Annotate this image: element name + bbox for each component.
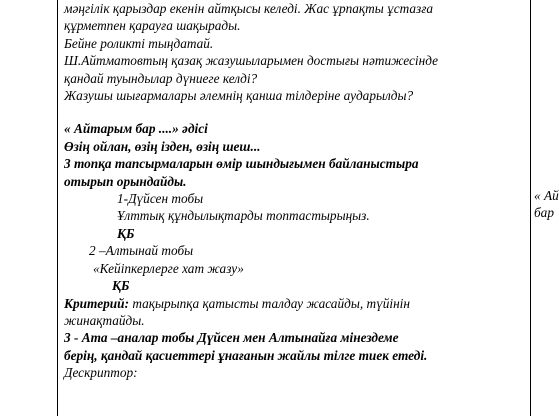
text-line: бар [534,205,554,221]
group3-line: 3 - Ата –аналар тобы Дүйсен мен Алтынайға мінездеме [64,330,399,346]
criterion-line [64,295,526,312]
lesson-content-cell [64,0,526,382]
table-border-right [530,0,531,416]
group1-title: 1-Дүйсен тобы [117,191,204,207]
next-column-cell [534,187,559,222]
text-line: жинақтайды. [64,312,145,328]
group2-title: 2 –Алтынай тобы [89,243,194,259]
text-line: Жазушы шығармалары әлемнің қанша тілдеріне аударылды? [64,88,414,104]
kb-label: ҚБ [112,278,130,294]
spacer [64,104,526,120]
kb-label: ҚБ [117,225,135,241]
criterion-label: Критерий: [64,295,129,311]
method-subtitle: Өзің ойлан, өзің ізден, өзің шеш... [64,138,261,154]
text-line: « Ай [534,188,559,203]
text-line: қандай туындылар дүниеге келді? [64,70,258,86]
text-line: Ш.Айтматовтың қазақ жазушыларымен достығы нәтижесінде [64,53,439,69]
group2-task: «Кейіпкерлерге хат жазу» [93,260,244,276]
table-border-left [57,0,58,416]
method-title: « Айтарым бар ....» әдісі [64,121,208,137]
group3-line: берің, қандай қасиеттері ұнағанын жайлы тілге тиек етеді. [64,347,428,363]
text-line: Бейне роликті тыңдатай. [64,35,214,51]
text-line: мәңгілік қарыздар екенін айтқысы келеді. Жас ұрпақты ұстазға [64,1,434,16]
task-line: отырып орындайды. [64,173,187,189]
text-line: құрметпен қарауға шақырады. [64,18,241,34]
criterion-text: тақырыпқа қатысты талдау жасайды, түйінін [132,295,410,311]
task-line: 3 топқа тапсырмаларын өмір шындығымен байланыстыра [64,156,419,172]
descriptor-label: Дескриптор: [64,365,138,381]
group1-task: Ұлттық құндылықтарды топтастырыңыз. [117,208,370,224]
